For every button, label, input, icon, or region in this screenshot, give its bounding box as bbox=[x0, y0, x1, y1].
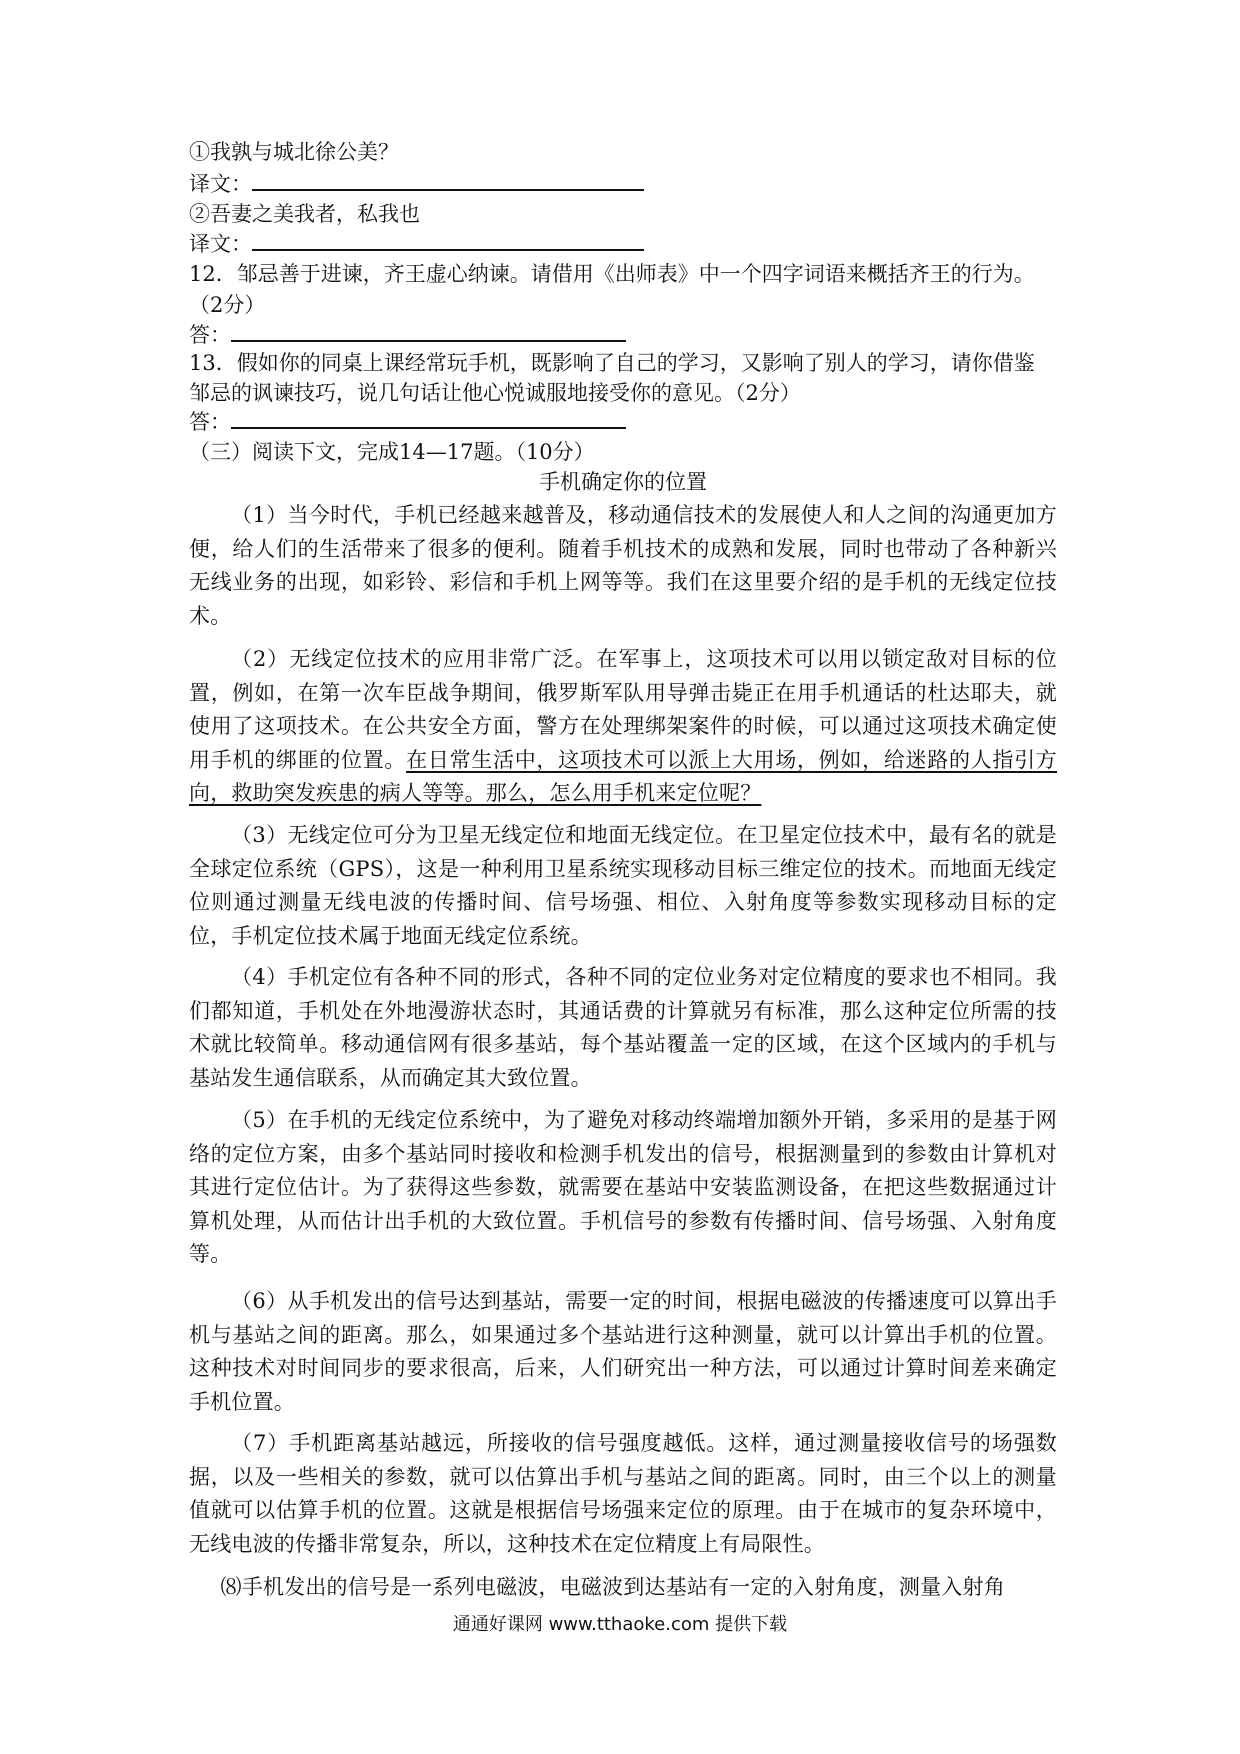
q13-question-line2: 邹忌的讽谏技巧，说几句话让他心悦诚服地接受你的意见。（2分） bbox=[189, 381, 801, 405]
paragraph-2-text: （2）无线定位技术的应用非常广泛。在军事上，这项技术可以用以锁定敌对目标的位置，例如，在第一次车臣战争期间，俄罗斯军队用导弹击毙正在用手机通话的杜达耶夫，就使用了这项技术。在公共安全方面，警方在处理绑架案件的时候，可以通过这项技术确定使用手机的绑匪的位置。 bbox=[189, 647, 1057, 772]
q12-question-line1: 12．邹忌善于进谏，齐王虚心纳谏。请借用《出师表》中一个四字词语来概括齐王的行为。 bbox=[189, 262, 1035, 286]
q12-question-line2: （2分） bbox=[189, 293, 266, 317]
answer-blank[interactable] bbox=[252, 231, 644, 251]
paragraph-6: （6）从手机发出的信号达到基站，需要一定的时间，根据电磁波的传播速度可以算出手机与基站之间的距离。那么，如果通过多个基站进行这种测量，就可以计算出手机的位置。这种技术对时间同步的要求很高，后来，人们研究出一种方法，可以通过计算时间差来确定手机位置。 bbox=[189, 1289, 1057, 1414]
translation-label: 译文： bbox=[189, 232, 252, 256]
paragraph-3: （3）无线定位可分为卫星无线定位和地面无线定位。在卫星定位技术中，最有名的就是全球定位系统（GPS），这是一种利用卫星系统实现移动目标三维定位的技术。而地面无线定位则通过测量无线电波的传播时间、信号场强、相位、入射角度等参数实现移动目标的定位，手机定位技术属于地面无线定位系统。 bbox=[189, 823, 1057, 948]
article-title: 手机确定你的位置 bbox=[539, 470, 707, 494]
footer: 通通好课网 www.tthaoke.com 提供下载 bbox=[452, 1614, 788, 1635]
q11-answer-row1 bbox=[189, 169, 644, 199]
answer-blank[interactable] bbox=[231, 322, 626, 342]
paragraph-7: （7）手机距离基站越远，所接收的信号强度越低。这样，通过测量接收信号的场强数据，以及一些相关的参数，就可以估算出手机与基站之间的距离。同时，由三个以上的测量值就可以估算手机的位置。这就是根据信号场强来定位的原理。由于在城市的复杂环境中，无线电波的传播非常复杂，所以，这种技术在定位精度上有局限性。 bbox=[189, 1431, 1057, 1556]
q11-answer-row2 bbox=[189, 229, 644, 259]
answer-label: 答： bbox=[189, 410, 231, 434]
paragraph-8: ⑻手机发出的信号是一系列电磁波，电磁波到达基站有一定的入射角度，测量入射角 bbox=[220, 1575, 1005, 1599]
answer-label: 答： bbox=[189, 323, 231, 347]
q13-question-line1: 13．假如你的同桌上课经常玩手机，既影响了自己的学习，又影响了别人的学习，请你借鉴 bbox=[189, 351, 1035, 375]
translation-label: 译文： bbox=[189, 172, 252, 196]
answer-blank[interactable] bbox=[231, 409, 626, 429]
paragraph-5: （5）在手机的无线定位系统中，为了避免对移动终端增加额外开销，多采用的是基于网络的定位方案，由多个基站同时接收和检测手机发出的信号，根据测量到的参数由计算机对其进行定位估计。为了获得这些参数，就需要在基站中安装监测设备，在把这些数据通过计算机处理，从而估计出手机的大致位置。手机信号的参数有传播时间、信号场强、入射角度等。 bbox=[189, 1108, 1057, 1267]
q11-item1: ①我孰与城北徐公美？ bbox=[189, 140, 399, 164]
section3-heading: （三）阅读下文，完成14—17题。（10分） bbox=[189, 440, 595, 464]
answer-blank[interactable] bbox=[252, 171, 644, 191]
paragraph-2-underlined: 在日常生活中，这项技术可以派上大用场，例如，给迷路的人指引方向，救助突发疾患的病人等等。那么，怎么用手机来定位呢？ bbox=[189, 747, 1058, 806]
q11-item2: ②吾妻之美我者，私我也 bbox=[189, 202, 420, 226]
q13-answer-row bbox=[189, 407, 626, 437]
paragraph-4: （4）手机定位有各种不同的形式，各种不同的定位业务对定位精度的要求也不相同。我们都知道，手机处在外地漫游状态时，其通话费的计算就另有标准，那么这种定位所需的技术就比较简单。移动通信网有很多基站，每个基站覆盖一定的区域，在这个区域内的手机与基站发生通信联系，从而确定其大致位置。 bbox=[189, 965, 1057, 1090]
paragraph-2 bbox=[189, 643, 1057, 811]
paragraph-1: （1）当今时代，手机已经越来越普及，移动通信技术的发展使人和人之间的沟通更加方便，给人们的生活带来了很多的便利。随着手机技术的成熟和发展，同时也带动了各种新兴无线业务的出现，如彩铃、彩信和手机上网等等。我们在这里要介绍的是手机的无线定位技术。 bbox=[189, 503, 1057, 628]
q12-answer-row bbox=[189, 320, 626, 350]
